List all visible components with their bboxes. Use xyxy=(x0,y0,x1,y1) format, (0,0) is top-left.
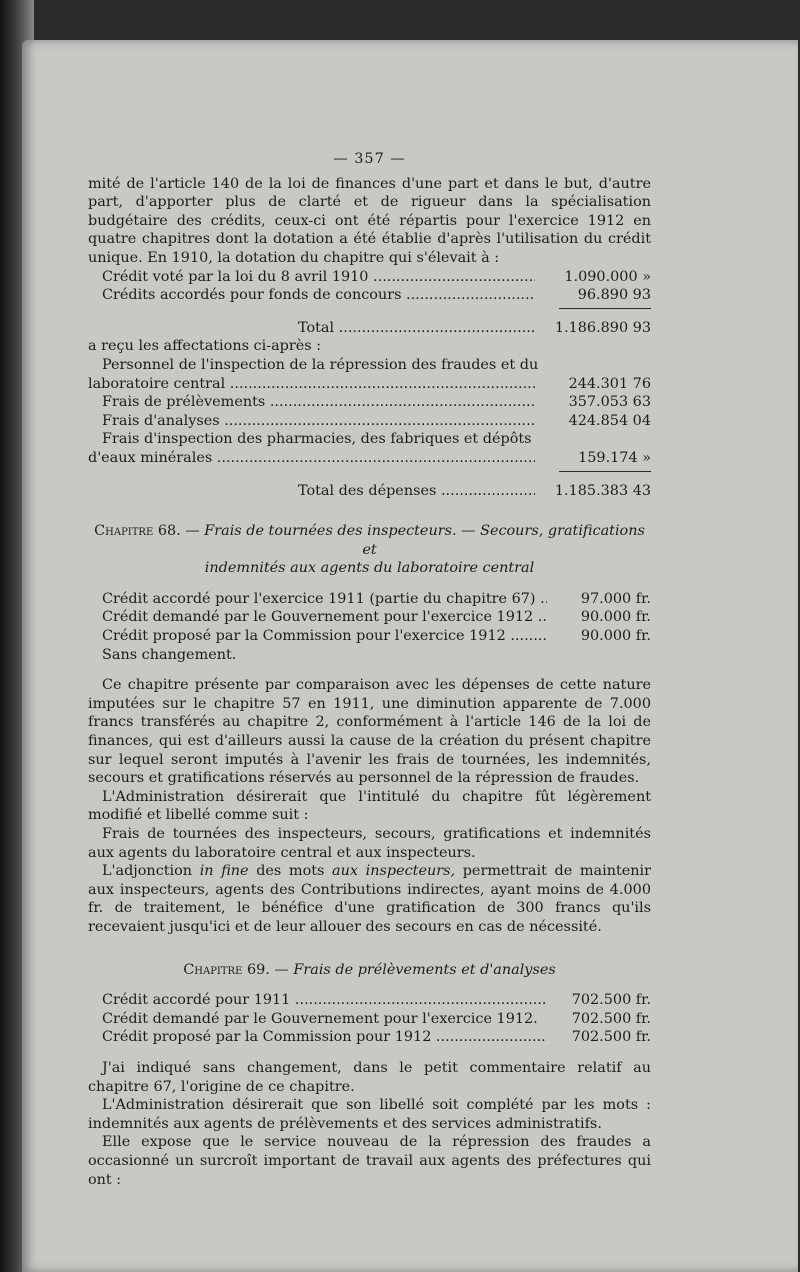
credit-line: Crédit demandé par le Gouvernement pour l'exercice 1912 ..... 90.000 fr. xyxy=(88,608,651,627)
paragraph: Elle expose que le service nouveau de la répression des fraudes a occasionné un surcroît important de travail aux agents des préfectures qui ont : xyxy=(88,1134,651,1188)
affectation-line1: Frais d'inspection des pharmacies, des fabriques et dépôts xyxy=(102,431,532,448)
credit-line: Crédit proposé par la Commission pour l'exercice 1912 ..... 90.000 fr. xyxy=(88,627,651,646)
credit-line: Crédit demandé par le Gouvernement pour l'exercice 1912. 702.500 fr. xyxy=(102,1010,651,1027)
chapter-title: indemnités aux agents du laboratoire central xyxy=(204,560,535,577)
chapter-label: Chapitre 68. xyxy=(94,523,181,540)
credit-line: Crédit voté par la loi du 8 avril 1910 ..... 1.090.000 » xyxy=(88,268,651,287)
chapter-label: Chapitre 69. xyxy=(183,961,270,978)
chapter-title: — Frais de prélèvements et d'analyses xyxy=(274,961,556,978)
page-number: — 357 — xyxy=(333,151,406,167)
paragraph: L'Administration désirerait que l'intitulé du chapitre fût légèrement modifié et libellé comme suit : xyxy=(88,788,651,824)
paragraph: L'Administration désirerait que son libellé soit complété par les mots : indemnités aux agents de prélèvements et des services administratifs. xyxy=(88,1097,651,1132)
paragraph: J'ai indiqué sans changement, dans le petit commentaire relatif au chapitre 67, l'origine de ce chapitre. xyxy=(88,1059,651,1095)
credit-line: Crédit proposé par la Commission pour 1912 ..... 702.500 fr. xyxy=(88,1028,651,1047)
total-line: Total ..... 1.186.890 93 xyxy=(88,319,651,338)
paragraph: Ce chapitre présente par comparaison avec les dépenses de cette nature imputées sur le chapitre 57 en 1911, une diminution apparente de 7.000 francs transférés au chapitre 2, conformément à l'article 146 de la loi de finances, qui est d'ailleurs aussi la cause de la création du présent chapitre sur lequel seront imputés à l'avenir les frais de tournées, les indemnités, secours et gratifications réservés au personnel de la répression de fraudes. xyxy=(88,677,651,787)
intro-paragraph: mité de l'article 140 de la loi de finances d'une part et dans le but, d'autre part, d'apporter plus de clarté et de rigueur dans la spécialisation budgétaire des crédits, ceux-ci ont été répartis pour l'exercice 1912 en quatre chapitres dont la dotation a été établie d'après l'utilisation du crédit unique. En 1910, la dotation du chapitre qui s'élevait à : xyxy=(88,175,651,266)
total-line: Total des dépenses ..... 1.185.383 43 xyxy=(88,482,651,501)
credit-line: Crédit accordé pour l'exercice 1911 (partie du chapitre 67) ..... 97.000 fr. xyxy=(88,590,651,609)
affectation-line1: Personnel de l'inspection de la répression des fraudes et du xyxy=(102,356,539,373)
affectation-line: d'eaux minérales ..... 159.174 » xyxy=(88,449,651,468)
affectation-line: laboratoire central ..... 244.301 76 xyxy=(88,375,651,394)
affectation-line: Frais d'analyses ..... 424.854 04 xyxy=(88,412,651,431)
chapter-69-heading xyxy=(88,961,651,980)
affectation-line: Frais de prélèvements ..... 357.053 63 xyxy=(88,393,651,412)
paragraph: L'adjonction in fine des mots aux inspecteurs, permettrait de maintenir aux inspecteurs, agents des Contributions indirectes, ayant moins de 4.000 fr. de traitement, le bénéfice d'une gratification de 300 francs qu'ils recevaient jusqu'ici et de leur allouer des secours en cas de nécessité. xyxy=(88,863,652,935)
sum-rule xyxy=(559,308,651,309)
chapter-68-heading xyxy=(88,522,651,578)
chapter-title: — Frais de tournées des inspecteurs. — Secours, gratifications et xyxy=(185,523,645,558)
credit-line: Crédits accordés pour fonds de concours ..... 96.890 93 xyxy=(88,286,651,305)
paragraph: Frais de tournées des inspecteurs, secours, gratifications et indemnités aux agents du laboratoire central et aux inspecteurs. xyxy=(88,826,651,861)
affectations-intro: a reçu les affectations ci-après : xyxy=(88,338,322,355)
no-change-note: Sans changement. xyxy=(102,646,237,663)
page-content xyxy=(88,150,651,1189)
sum-rule xyxy=(559,471,651,472)
credit-line: Crédit accordé pour 1911 ..... 702.500 fr. xyxy=(88,991,651,1010)
